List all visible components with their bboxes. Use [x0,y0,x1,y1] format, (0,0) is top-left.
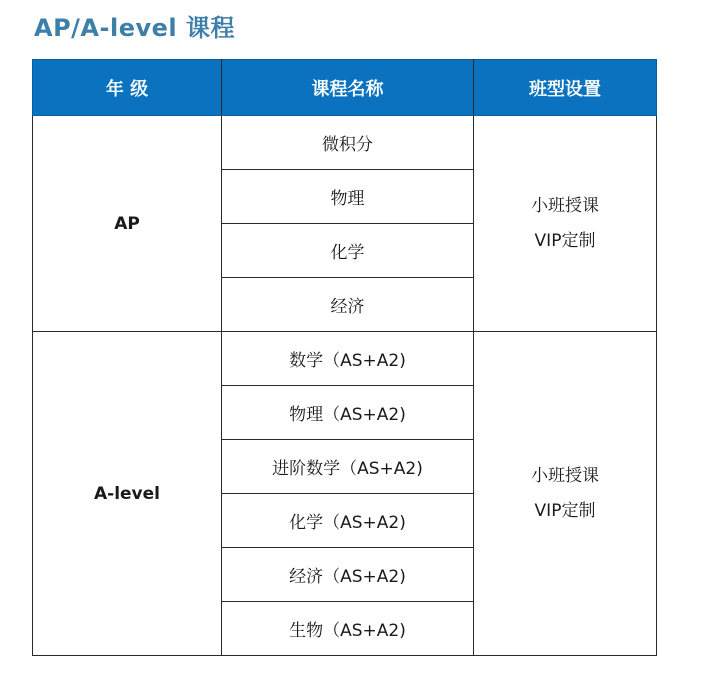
table-row [33,116,657,170]
course-cell: 经济（AS+A2) [222,548,474,602]
header-row [33,60,657,116]
course-cell: 生物（AS+A2) [222,602,474,656]
header-level: 年 级 [33,60,222,116]
course-cell: 微积分 [222,116,474,170]
header-class-setup: 班型设置 [474,60,657,116]
course-cell: 数学（AS+A2) [222,332,474,386]
class-setup-small-class: 小班授课 [531,465,599,486]
class-setup-small-class: 小班授课 [531,195,599,216]
course-table [32,59,657,656]
class-setup-cell-ap [474,116,657,332]
level-cell-ap: AP [33,116,222,332]
course-cell: 化学 [222,224,474,278]
class-setup-vip: VIP定制 [534,230,596,251]
course-cell: 经济 [222,278,474,332]
level-cell-a-level: A-level [33,332,222,656]
course-cell: 进阶数学（AS+A2) [222,440,474,494]
table-row [33,332,657,386]
page-title: AP/A-level 课程 [34,14,235,42]
class-setup-vip: VIP定制 [534,500,596,521]
header-course-name: 课程名称 [222,60,474,116]
course-cell: 化学（AS+A2) [222,494,474,548]
class-setup-cell-a-level [474,332,657,656]
course-cell: 物理（AS+A2) [222,386,474,440]
course-cell: 物理 [222,170,474,224]
